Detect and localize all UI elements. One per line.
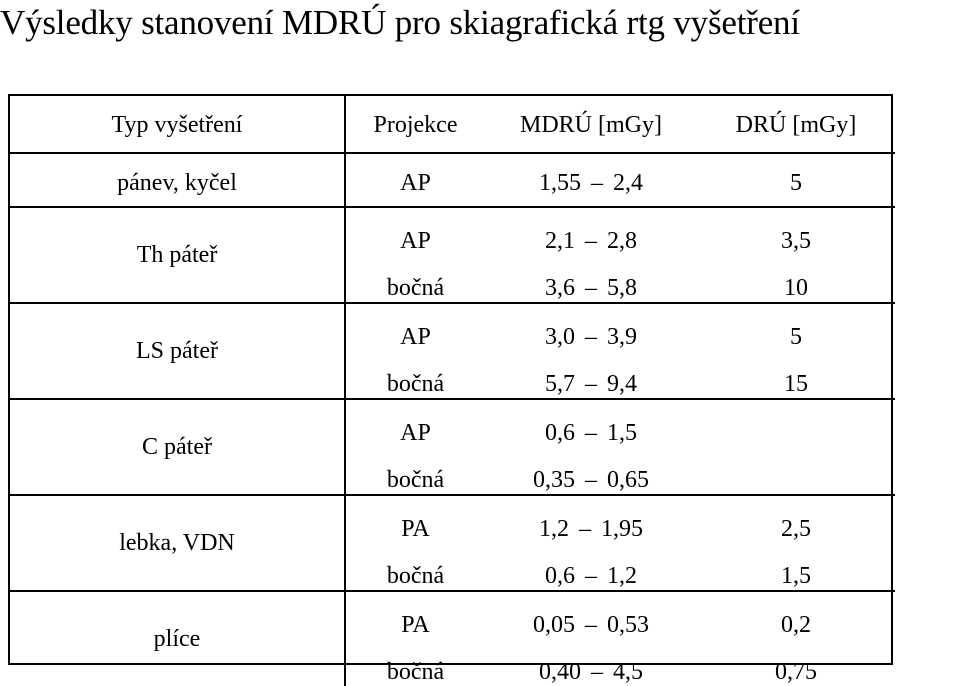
mdru-high-value: 0,53 (607, 612, 649, 638)
mdru-cell (485, 639, 697, 686)
mdru-cell (485, 351, 697, 399)
mdru-cell (485, 153, 697, 207)
mdru-cell (485, 207, 697, 255)
dru-cell: 0,2 (697, 591, 895, 639)
table-row (10, 495, 895, 543)
projection-cell: bočná (386, 563, 445, 589)
projection-cell: bočná (386, 467, 445, 493)
exam-type-cell: C páteř (10, 399, 345, 495)
range-dash: – (585, 467, 597, 493)
mdru-cell (485, 303, 697, 351)
projection-cell: bočná (386, 659, 445, 685)
exam-type-cell: plíce (10, 591, 345, 686)
mdru-high-value: 1,2 (607, 563, 637, 589)
mdru-low-value: 3,0 (545, 324, 575, 350)
mdru-cell (485, 255, 697, 303)
mdru-high-value: 1,5 (607, 420, 637, 446)
range-dash: – (585, 371, 597, 397)
results-table-frame (8, 94, 893, 685)
header-projection: Projekce (345, 96, 485, 153)
projection-cell: AP (345, 207, 485, 255)
page-title: Výsledky stanovení MDRÚ pro skiagrafická rtg vyšetření (0, 3, 800, 42)
mdru-low-value: 3,6 (545, 275, 575, 301)
dru-cell: 15 (784, 371, 808, 397)
mdru-high-value: 1,95 (601, 516, 643, 542)
mdru-cell (485, 591, 697, 639)
mdru-low-value: 0,05 (533, 612, 575, 638)
dru-cell: 3,5 (697, 207, 895, 255)
projection-cell: AP (345, 399, 485, 447)
mdru-low-value: 2,1 (545, 228, 575, 254)
range-dash: – (585, 275, 597, 301)
mdru-low-value: 5,7 (545, 371, 575, 397)
exam-type-cell: pánev, kyčel (10, 153, 345, 207)
range-dash: – (579, 516, 591, 542)
exam-type-cell: lebka, VDN (10, 495, 345, 591)
dru-cell (697, 447, 895, 495)
range-dash: – (585, 563, 597, 589)
range-dash: – (585, 324, 597, 350)
mdru-low-value: 1,2 (539, 516, 569, 542)
range-dash: – (591, 659, 603, 685)
dru-cell: 10 (784, 275, 808, 301)
table-body (10, 153, 895, 686)
mdru-cell (485, 447, 697, 495)
mdru-low-value: 0,6 (545, 420, 575, 446)
dru-cell: 5 (697, 303, 895, 351)
header-mdru: MDRÚ [mGy] (485, 96, 697, 153)
exam-type-cell: Th páteř (10, 207, 345, 303)
projection-cell: AP (345, 303, 485, 351)
mdru-low-value: 0,35 (533, 467, 575, 493)
mdru-high-value: 2,8 (607, 228, 637, 254)
exam-type-cell: LS páteř (10, 303, 345, 399)
range-dash: – (585, 420, 597, 446)
projection-cell: AP (345, 153, 485, 207)
mdru-high-value: 4,5 (613, 659, 643, 685)
projection-cell: bočná (386, 371, 445, 397)
mdru-high-value: 2,4 (613, 170, 643, 196)
results-table (10, 96, 895, 686)
table-row (10, 207, 895, 255)
dru-cell: 1,5 (781, 563, 811, 589)
table-row (10, 303, 895, 351)
header-exam-type: Typ vyšetření (10, 96, 345, 153)
table-row (10, 399, 895, 447)
table-row (10, 591, 895, 639)
projection-cell: PA (345, 591, 485, 639)
mdru-high-value: 9,4 (607, 371, 637, 397)
range-dash: – (585, 612, 597, 638)
mdru-low-value: 1,55 (539, 170, 581, 196)
mdru-cell (485, 543, 697, 591)
mdru-low-value: 0,40 (539, 659, 581, 685)
projection-cell: bočná (386, 275, 445, 301)
range-dash: – (585, 228, 597, 254)
mdru-cell (485, 495, 697, 543)
range-dash: – (591, 170, 603, 196)
table-row (10, 153, 895, 207)
dru-cell (697, 399, 895, 447)
dru-cell: 0,75 (775, 659, 817, 685)
mdru-high-value: 0,65 (607, 467, 649, 493)
header-dru: DRÚ [mGy] (697, 96, 895, 153)
dru-cell: 5 (697, 153, 895, 207)
mdru-high-value: 5,8 (607, 275, 637, 301)
mdru-cell (485, 399, 697, 447)
projection-cell: PA (345, 495, 485, 543)
mdru-low-value: 0,6 (545, 563, 575, 589)
dru-cell: 2,5 (697, 495, 895, 543)
table-header-row (10, 96, 895, 153)
mdru-high-value: 3,9 (607, 324, 637, 350)
